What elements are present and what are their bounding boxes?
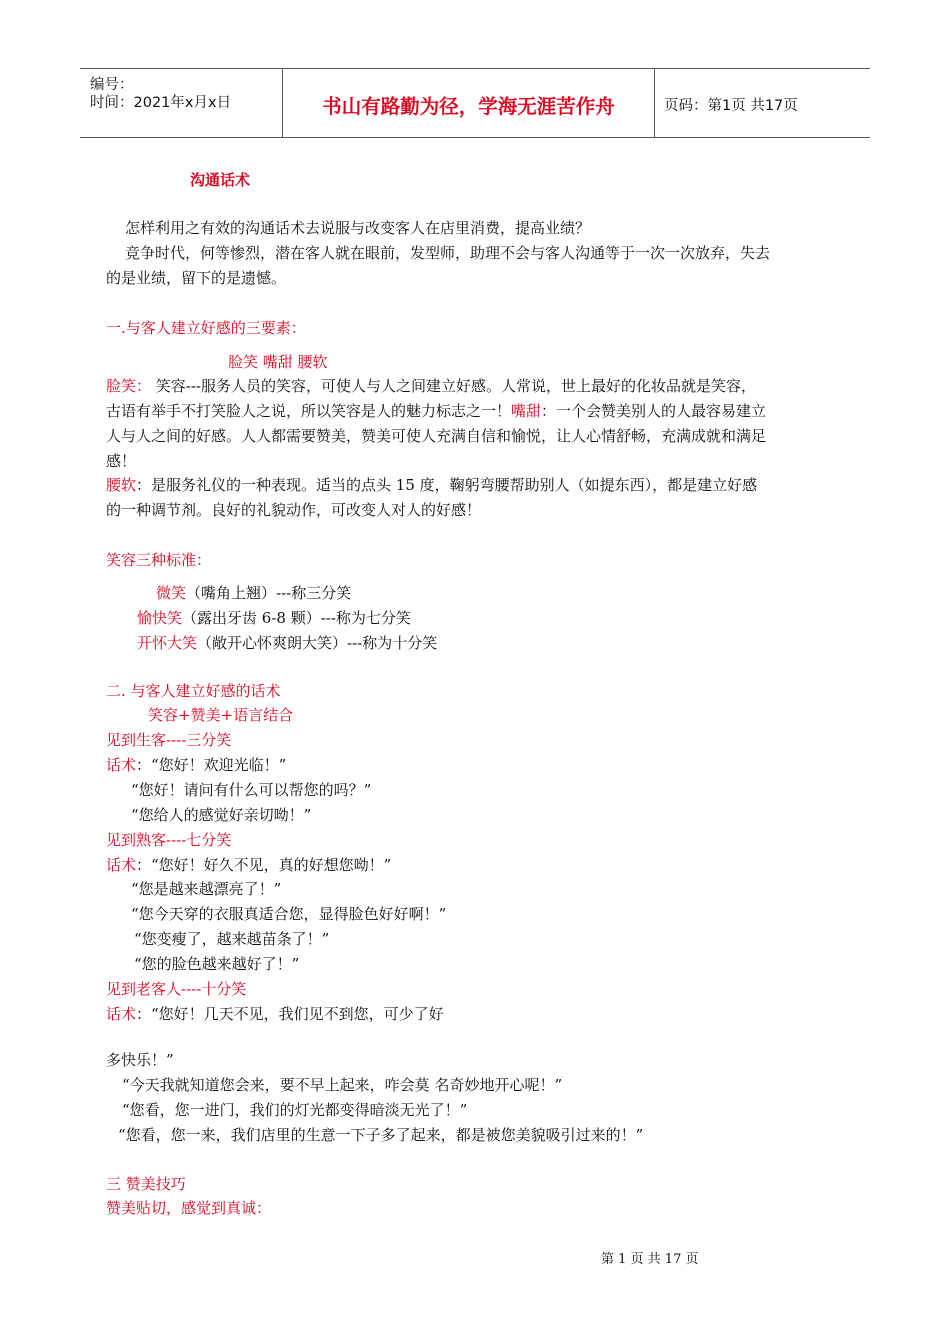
section1-line-2-text: 古语有举手不打笑脸人之说，所以笑容是人的魅力标志之一！ [106, 402, 512, 420]
header-motto: 书山有路勤为径，学海无涯苦作舟 [322, 95, 615, 118]
document-time-label: 时间：2021年x月x日 [90, 95, 232, 111]
section1-waist-line [106, 475, 757, 495]
smile-item [137, 633, 437, 653]
smile-heading: 笑容三种标准： [106, 551, 212, 569]
section1-line-3: 人与人之间的好感。人人都需要赞美，赞美可使人充满自信和愉悦，让人心情舒畅，充满成就和满足 [106, 427, 767, 445]
face-label: 脸笑： [106, 377, 152, 395]
section1-line-6: 的一种调节剂。良好的礼貌动作，可改变人对人的好感！ [106, 501, 482, 519]
smile-item [137, 608, 411, 628]
header-page-number: 页码：第1页 共17页 [664, 98, 798, 114]
acquaintance-phrase-3: “您今天穿的衣服真适合您，显得脸色好好啊！” [131, 905, 447, 923]
section1-heading: 一.与客人建立好感的三要素： [106, 319, 306, 337]
old-customer-heading: 见到老客人----十分笑 [106, 980, 247, 998]
intro-line-1: 怎样利用之有效的沟通话术去说服与改变客人在店里消费，提高业绩？ [125, 219, 591, 237]
intro-line-3: 的是业绩，留下的是遗憾。 [106, 269, 287, 287]
phrase-text: ：“您好！欢迎光临！” [136, 756, 287, 774]
phrase-label: 话术 [106, 856, 137, 874]
phrase-label: 话术 [106, 1005, 137, 1023]
acquaintance-phrase-4: “您变瘦了，越来越苗条了！” [134, 930, 330, 948]
mouth-text: ：一个会赞美别人的人最容易建立 [541, 402, 767, 420]
smile-item-label: 开怀大笑 [137, 634, 198, 652]
acquaintance-phrase-5: “您的脸色越来越好了！” [134, 955, 300, 973]
section2-heading: 二. 与客人建立好感的话术 [106, 682, 281, 700]
page-header [80, 68, 870, 138]
smile-item-text: （露出牙齿 6-8 颗）---称为七分笑 [182, 609, 411, 627]
stranger-phrase-1 [106, 755, 286, 775]
smile-item-text: （嘴角上翘）---称三分笑 [186, 584, 352, 602]
section1-line-4: 感！ [106, 452, 137, 470]
phrase-text: ：“您好！几天不见，我们见不到您，可少了好 [136, 1005, 444, 1023]
old-customer-phrase-3: “您看，您一进门，我们的灯光都变得暗淡无光了！” [122, 1101, 468, 1119]
mouth-label: 嘴甜 [511, 402, 542, 420]
stranger-phrase-2: “您好！请问有什么可以帮您的吗？” [131, 781, 372, 799]
document-number-label: 编号： [90, 77, 134, 93]
section1-keywords: 脸笑 嘴甜 腰软 [228, 353, 328, 371]
document-title: 沟通话术 [190, 171, 251, 189]
section2-sub: 笑容+赞美+语言结合 [148, 706, 294, 724]
smile-item [156, 583, 351, 603]
section3-heading: 三 赞美技巧 [106, 1175, 186, 1193]
header-meta-cell [80, 69, 283, 137]
acquaintance-phrase-1 [106, 855, 391, 875]
stranger-phrase-3: “您给人的感觉好亲切呦！” [131, 806, 312, 824]
waist-label: 腰软 [106, 476, 137, 494]
smile-item-text: （敞开心怀爽朗大笑）---称为十分笑 [197, 634, 438, 652]
section1-line-2 [106, 401, 766, 421]
section1-face-line [106, 376, 756, 396]
old-customer-phrase-cont: 多快乐！” [106, 1051, 174, 1069]
old-customer-phrase-4: “您看，您一来，我们店里的生意一下子多了起来，都是被您美貌吸引过来的！” [118, 1126, 644, 1144]
face-text: 笑容---服务人员的笑容，可使人与人之间建立好感。人常说，世上最好的化妆品就是笑容， [151, 377, 756, 395]
acquaintance-heading: 见到熟客----七分笑 [106, 831, 232, 849]
phrase-text: ：“您好！好久不见，真的好想您呦！” [136, 856, 392, 874]
smile-item-label: 微笑 [156, 584, 187, 602]
acquaintance-phrase-2: “您是越来越漂亮了！” [131, 880, 282, 898]
old-customer-phrase-1 [106, 1004, 444, 1024]
phrase-label: 话术 [106, 756, 137, 774]
smile-item-label: 愉快笑 [137, 609, 183, 627]
stranger-heading: 见到生客----三分笑 [106, 731, 232, 749]
section3-sub: 赞美贴切，感觉到真诚： [106, 1199, 272, 1217]
header-motto-cell [283, 69, 655, 137]
header-page-cell [655, 69, 870, 137]
intro-line-2: 竞争时代，何等惨烈，潜在客人就在眼前，发型师，助理不会与客人沟通等于一次一次放弃，失去 [125, 244, 771, 262]
old-customer-phrase-2: “今天我就知道您会来，要不早上起来，咋会莫 名奇妙地开心呢！” [122, 1076, 563, 1094]
waist-text: ：是服务礼仪的一种表现。适当的点头 15 度，鞠躬弯腰帮助别人（如提东西），都是建立好感 [136, 476, 758, 494]
page-footer: 第 1 页 共 17 页 [601, 1252, 699, 1267]
